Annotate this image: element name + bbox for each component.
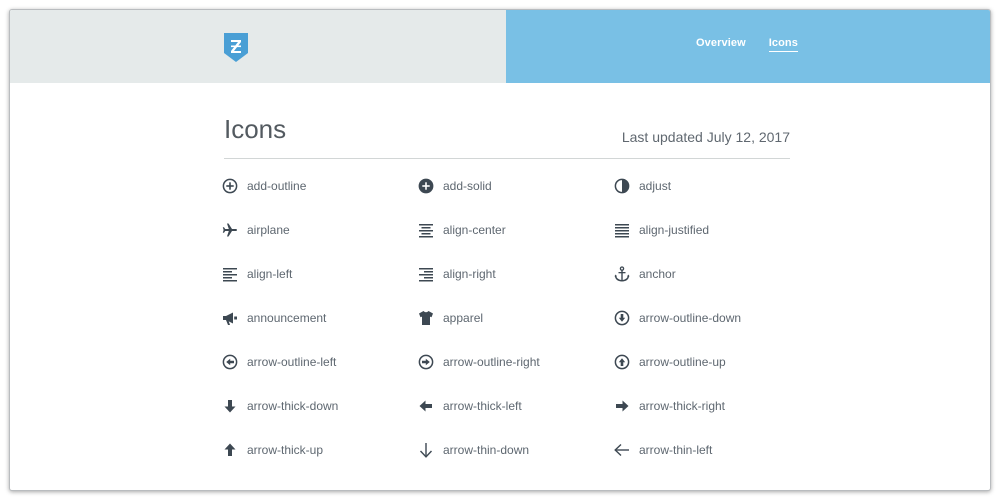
icon-label: arrow-thin-left [639, 443, 713, 457]
icon-item-arrow-thick-up[interactable] [222, 440, 323, 460]
icon-item-arrow-thick-right[interactable] [614, 396, 725, 416]
arrow-thin-left-icon [614, 442, 630, 458]
icon-label: apparel [443, 311, 484, 325]
arrow-thick-up-icon [222, 442, 238, 458]
last-updated-text: Last updated July 12, 2017 [621, 129, 790, 145]
app-window [9, 9, 991, 491]
icon-item-arrow-outline-left[interactable] [222, 352, 336, 372]
arrow-thick-left-icon [418, 398, 434, 414]
arrow-outline-down-icon [614, 310, 630, 326]
icon-label: arrow-outline-down [639, 311, 742, 325]
icon-item-align-right[interactable] [418, 264, 496, 284]
nav-overview-link[interactable]: Overview [696, 37, 746, 49]
add-solid-icon [418, 178, 434, 194]
icon-label: align-center [443, 223, 506, 237]
header-left-panel [10, 10, 506, 83]
icon-item-anchor[interactable] [614, 264, 676, 284]
icon-item-adjust[interactable] [614, 176, 671, 196]
icon-label: add-outline [247, 179, 307, 193]
arrow-outline-left-icon [222, 354, 238, 370]
add-outline-icon [222, 178, 238, 194]
icon-item-arrow-outline-right[interactable] [418, 352, 540, 372]
icon-label: align-left [247, 267, 293, 281]
icon-item-align-left[interactable] [222, 264, 292, 284]
icon-item-arrow-thin-down[interactable] [418, 440, 529, 460]
icon-label: arrow-thick-down [247, 399, 339, 413]
align-center-icon [418, 222, 434, 238]
arrow-thick-down-icon [222, 398, 238, 414]
icon-label: anchor [639, 267, 676, 281]
arrow-outline-up-icon [614, 354, 630, 370]
icon-label: airplane [247, 223, 290, 237]
icon-label: adjust [639, 179, 672, 193]
icon-item-align-center[interactable] [418, 220, 506, 240]
icon-item-add-solid[interactable] [418, 176, 492, 196]
main-nav [696, 37, 798, 52]
icon-label: align-justified [639, 223, 710, 237]
title-row [224, 114, 790, 159]
logo-icon[interactable] [223, 31, 249, 63]
icon-label: arrow-thick-right [639, 399, 726, 413]
anchor-icon [614, 266, 630, 282]
announcement-icon [222, 310, 238, 326]
adjust-icon [614, 178, 630, 194]
icon-item-add-outline[interactable] [222, 176, 306, 196]
nav-icons-link[interactable]: Icons [769, 37, 798, 52]
arrow-thick-right-icon [614, 398, 630, 414]
align-right-icon [418, 266, 434, 282]
icon-label: arrow-outline-left [247, 355, 337, 369]
page-title: Icons [224, 114, 287, 144]
icon-label: announcement [247, 311, 327, 325]
icon-item-align-justified[interactable] [614, 220, 709, 240]
airplane-icon [222, 222, 238, 238]
icon-item-apparel[interactable] [418, 308, 483, 328]
icon-item-arrow-thick-down[interactable] [222, 396, 338, 416]
icon-label: add-solid [443, 179, 492, 193]
icon-label: arrow-outline-up [639, 355, 726, 369]
icon-label: arrow-thin-down [443, 443, 530, 457]
icon-item-arrow-outline-up[interactable] [614, 352, 726, 372]
align-justified-icon [614, 222, 630, 238]
icon-label: align-right [443, 267, 496, 281]
align-left-icon [222, 266, 238, 282]
arrow-thin-down-icon [418, 442, 434, 458]
icon-label: arrow-thick-left [443, 399, 522, 413]
icon-item-arrow-thin-left[interactable] [614, 440, 712, 460]
icon-item-arrow-thick-left[interactable] [418, 396, 522, 416]
icon-label: arrow-thick-up [247, 443, 324, 457]
icon-item-airplane[interactable] [222, 220, 290, 240]
icon-item-arrow-outline-down[interactable] [614, 308, 741, 328]
arrow-outline-right-icon [418, 354, 434, 370]
icon-item-announcement[interactable] [222, 308, 326, 328]
icon-label: arrow-outline-right [443, 355, 540, 369]
apparel-icon [418, 310, 434, 326]
